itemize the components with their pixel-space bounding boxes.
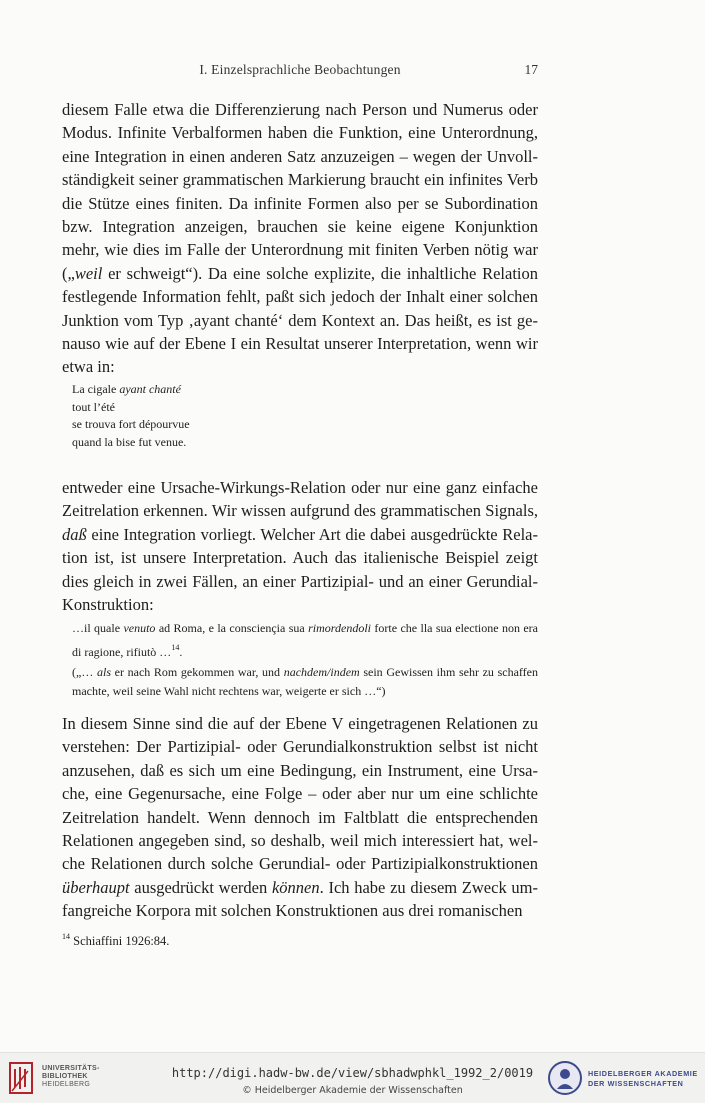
quote-text: er nach Rom gekommen war, und xyxy=(111,665,284,679)
emphasis-text: können xyxy=(271,877,320,897)
paragraph-text: entweder eine Ursache-Wirkungs-Relation oder nur eine ganz einfache Zeitrelation erkennen. Wir wissen aufgrund des grammatischen Signals, xyxy=(62,478,538,521)
emphasis-text: venuto xyxy=(123,621,156,635)
poem-text: La cigale xyxy=(72,382,120,396)
poem-line: tout l’été xyxy=(72,399,115,414)
poem-line: se trouva fort dépourvue xyxy=(72,417,190,431)
paragraph-1 xyxy=(62,98,538,379)
quote-text: sein Gewissen ihm sehr zu schaffen machte, weil seine Wahl nicht rechtens war, weigerte er sich …“) xyxy=(72,665,538,698)
quote-text: ad Roma, e la consciençia sua xyxy=(155,621,309,635)
paragraph-text: er schweigt“). Da eine solche explizite, die inhaltliche Relation festlegende Information fehlt, paßt sich jedoch der Inhalt einer solchen Junktion vom Typ ‚ayant chanté‘ dem Kontext an. Das heißt, es ist genauso wie auf der Ebene I ein Resultat unserer Interpretation, wenn wir etwa in: xyxy=(62,263,538,377)
library-name-line: BIBLIOTHEK xyxy=(42,1073,88,1080)
copyright-notice: © Heidelberger Akademie der Wissenschaften xyxy=(242,1085,463,1096)
emphasis-text: überhaupt xyxy=(62,877,130,897)
quote-text: forte che lla sua electione non era di ragione, rifiutò … xyxy=(72,621,538,659)
footnote-text: Schiaffini 1926:84. xyxy=(70,934,170,948)
paragraph-text: ausgedrückt werden xyxy=(129,877,272,897)
academy-name-line: HEIDELBERGER AKADEMIE xyxy=(588,1069,698,1078)
library-name-line: HEIDELBERG xyxy=(42,1081,91,1088)
library-name-line: UNIVERSITÄTS- xyxy=(42,1065,100,1072)
emphasis-text: rimordendoli xyxy=(308,621,372,635)
academy-name-line: DER WISSENSCHAFTEN xyxy=(588,1078,684,1088)
paragraph-text: eine Integration vorliegt. Welcher Art die dabei ausgedrückte Relation ist, ist unsere Interpretation. Auch das italienische Beispiel zeigt dies gleich in zwei Fällen, an einer Partizipial- und an einer Gerundial-Konstruktion: xyxy=(62,524,538,615)
footnote-number: 14 xyxy=(62,932,70,941)
academy-seal-icon[interactable] xyxy=(547,1059,583,1097)
chapter-title: I. Einzelsprachliche Beobachtungen xyxy=(199,62,401,77)
paragraph-3 xyxy=(62,712,538,923)
quote-text: („… xyxy=(72,665,97,679)
permalink-url[interactable]: http://digi.hadw-bw.de/view/sbhadwphkl_1992_2/0019 xyxy=(171,1066,534,1080)
poem-quotation xyxy=(72,381,190,451)
emphasis-text: weil xyxy=(74,263,103,283)
emphasis-text: nachdem/indem xyxy=(283,665,360,679)
footnote-marker[interactable]: 14 xyxy=(171,643,180,652)
quote-text: …il quale xyxy=(72,621,124,635)
quote-text: . xyxy=(179,645,183,659)
emphasis-text: daß xyxy=(62,524,87,544)
emphasis-text: als xyxy=(96,665,111,679)
poem-line: quand la bise fut venue. xyxy=(72,434,187,449)
paragraph-text: . Ich habe zu diesem Zweck umfangreiche Korpora mit solchen Konstruktionen aus drei romanischen xyxy=(62,877,538,921)
poem-line xyxy=(72,381,190,399)
academy-name xyxy=(588,1069,698,1088)
paragraph-text: In diesem Sinne sind die auf der Ebene V eingetragenen Relationen zu verstehen: Der Partizipial- oder Gerundialkonstruktion selbst ist nicht anzusehen, daß es sich um eine Bedingung, ein Instrument, eine Ursache, eine Gegenursache, eine Folge – oder aber nur um eine schlichte Zeitrelation handelt. Wenn dennoch im Faltblatt die entsprechenden Relationen angegeben sind, so deshalb, weil mich interessiert hat, welche Relationen durch solche Gerundial- oder Partizipialkonstruktionen xyxy=(62,714,538,874)
running-header xyxy=(62,62,538,84)
page-number: 17 xyxy=(524,62,538,77)
viewer-footer xyxy=(0,1052,705,1103)
paragraph-text: diesem Falle etwa die Differenzierung nach Person und Numerus oder Modus. Infinite Verbalformen haben die Funktion, eine Unterordnung, eine Integration in einen anderen Satz anzuzeigen – wegen der Unvollständigkeit seiner grammatischen Markierung braucht ein infinites Verb die Stütze eines finiten. Da infinite Formen also per se Subordination bzw. Integration anzeigen, brauchen sie keine eigene Konjunktion mehr, wie dies im Falle der Unterordnung mit finiten Verben nötig war („ xyxy=(62,100,538,283)
italian-quotation xyxy=(72,619,538,662)
paragraph-2 xyxy=(62,476,538,616)
german-translation xyxy=(72,663,538,701)
footnote xyxy=(62,932,169,949)
emphasis-text: ayant chanté xyxy=(119,382,181,396)
